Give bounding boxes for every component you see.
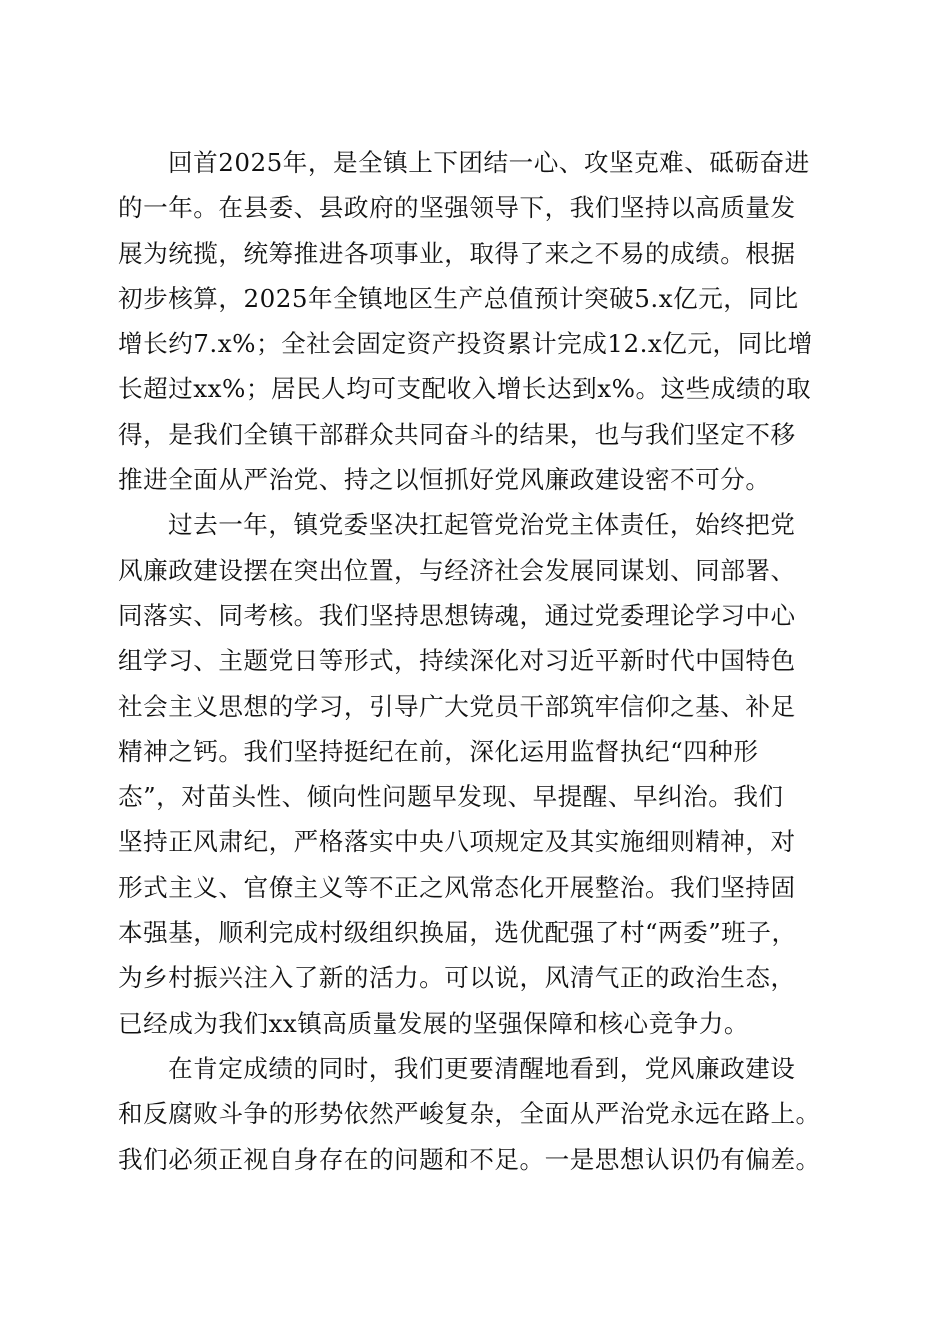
text-line: 长超过xx%；居民人均可支配收入增长达到x%。这些成绩的取 xyxy=(118,374,812,404)
text-line: 过去一年，镇党委坚决扛起管党治党主体责任，始终把党 xyxy=(168,510,796,540)
paragraph-problems xyxy=(118,1046,838,1182)
text-line: 已经成为我们xx镇高质量发展的坚强保障和核心竞争力。 xyxy=(118,1008,749,1038)
text-line: 为乡村振兴注入了新的活力。可以说，风清气正的政治生态， xyxy=(118,963,796,993)
text-line: 和反腐败斗争的形势依然严峻复杂，全面从严治党永远在路上。 xyxy=(118,1099,821,1129)
text-line: 推进全面从严治党、持之以恒抓好党风廉政建设密不可分。 xyxy=(118,465,771,495)
paragraph-party-work xyxy=(118,502,838,1046)
text-line: 风廉政建设摆在突出位置，与经济社会发展同谋划、同部署、 xyxy=(118,555,796,585)
text-line: 得，是我们全镇干部群众共同奋斗的结果，也与我们坚定不移 xyxy=(118,419,796,449)
text-line: 坚持正风肃纪，严格落实中央八项规定及其实施细则精神，对 xyxy=(118,827,796,857)
paragraph-achievements xyxy=(118,140,838,502)
text-line: 形式主义、官僚主义等不正之风常态化开展整治。我们坚持固 xyxy=(118,872,796,902)
document-body xyxy=(118,140,838,1182)
text-line: 社会主义思想的学习，引导广大党员干部筑牢信仰之基、补足 xyxy=(118,691,796,721)
text-line: 初步核算，2025年全镇地区生产总值预计突破5.x亿元，同比 xyxy=(118,283,799,313)
text-line: 展为统揽，统筹推进各项事业，取得了来之不易的成绩。根据 xyxy=(118,238,796,268)
text-line: 增长约7.x%；全社会固定资产投资累计完成12.x亿元，同比增 xyxy=(118,329,813,359)
text-line: 态”，对苗头性、倾向性问题早发现、早提醒、早纠治。我们 xyxy=(118,782,784,812)
text-line: 同落实、同考核。我们坚持思想铸魂，通过党委理论学习中心 xyxy=(118,600,796,630)
text-line: 组学习、主题党日等形式，持续深化对习近平新时代中国特色 xyxy=(118,646,796,676)
text-line: 的一年。在县委、县政府的坚强领导下，我们坚持以高质量发 xyxy=(118,193,796,223)
text-line: 回首2025年，是全镇上下团结一心、攻坚克难、砥砺奋进 xyxy=(168,148,810,177)
text-line: 在肯定成绩的同时，我们更要清醒地看到，党风廉政建设 xyxy=(168,1053,796,1083)
text-line: 本强基，顺利完成村级组织换届，选优配强了村“两委”班子， xyxy=(118,918,797,948)
text-line: 我们必须正视自身存在的问题和不足。一是思想认识仍有偏差。 xyxy=(118,1144,821,1174)
text-line: 精神之钙。我们坚持挺纪在前，深化运用监督执纪“四种形 xyxy=(118,736,759,766)
